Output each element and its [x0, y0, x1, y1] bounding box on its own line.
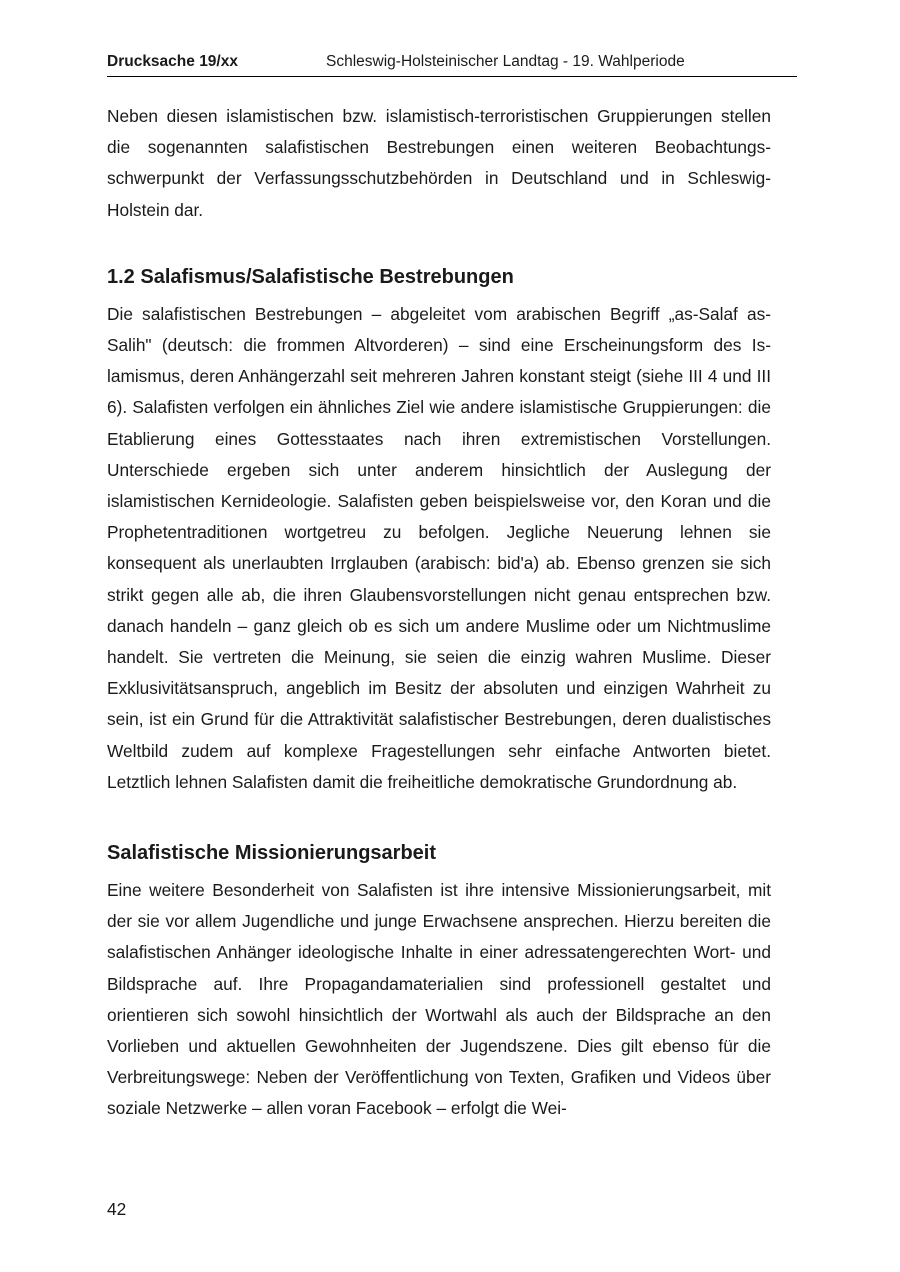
page-number: 42: [107, 1199, 127, 1219]
section-heading-salafismus: 1.2 Salafismus/Salafistische Bestrebungen: [107, 265, 514, 288]
header-title: Schleswig-Holsteinischer Landtag - 19. Wahlperiode: [326, 53, 685, 70]
intro-paragraph: Neben diesen islamistischen bzw. islamistisch-terroristischen Gruppierungen stellen die sogenannten salafistischen Bestrebungen einen weiteren Beobachtungsschwerpunkt der Verfassungsschutzbehörden in Deutschland und in Schleswig-Holstein dar.: [107, 106, 771, 220]
section-heading-missionierung: Salafistische Missionierungsarbeit: [107, 842, 436, 865]
page-header: [107, 50, 797, 77]
salafismus-paragraph: Die salafistischen Bestrebungen – abgeleitet vom arabischen Begriff „as-Salaf as-Salih" (deutsch: die frommen Altvorderen) – sind eine Erscheinungsform des Islamismus, deren Anhängerzahl seit mehreren Jahren konstant steigt (siehe III 4 und III 6). Salafisten verfolgen ein ähnliches Ziel wie andere islamistische Gruppierungen: die Etablierung eines Gottesstaates nach ihren extremistischen Vorstellungen. Unterschiede ergeben sich unter anderem hinsichtlich der Auslegung der islamistischen Kernideologie. Salafisten geben beispielsweise vor, den Koran und die Prophetentraditionen wortgetreu zu befolgen. Jegliche Neuerung lehnen sie konsequent als unerlaubten Irrglauben (arabisch: bid'a) ab. Ebenso grenzen sie sich strikt gegen alle ab, die ihren Glaubensvorstellungen nicht genau entsprechen bzw. danach handeln – ganz gleich ob es sich um andere Muslime oder um Nichtmuslime handelt. Sie vertreten die Meinung, sie seien die einzig wahren Muslime. Dieser Exklusivitätsanspruch, angeblich im Besitz der absoluten und einzigen Wahrheit zu sein, ist ein Grund für die Attraktivität salafistischer Bestrebungen, deren dualistisches Weltbild zudem auf komplexe Fragestellungen sehr einfache Antworten bietet. Letztlich lehnen Salafisten damit die freiheitliche demokratische Grundordnung ab.: [107, 303, 771, 792]
missionierung-paragraph: Eine weitere Besonderheit von Salafisten ist ihre intensive Missionierungsarbeit, mit der sie vor allem Jugendliche und junge Erwachsene ansprechen. Hierzu bereiten die salafistischen Anhänger ideologische Inhalte in einer adressatengerechten Wort- und Bildsprache auf. Ihre Propagandamaterialien sind professionell gestaltet und orientieren sich sowohl hinsichtlich der Wortwahl als auch der Bildsprache an den Vorlieben und aktuellen Gewohnheiten der Jugendszene. Dies gilt ebenso für die Verbreitungswege: Neben der Veröffentlichung von Texten, Grafiken und Videos über soziale Netzwerke – allen voran Facebook – erfolgt die Wei-: [107, 880, 771, 1119]
document-body: [107, 101, 771, 1125]
document-number: Drucksache 19/xx: [107, 53, 238, 70]
